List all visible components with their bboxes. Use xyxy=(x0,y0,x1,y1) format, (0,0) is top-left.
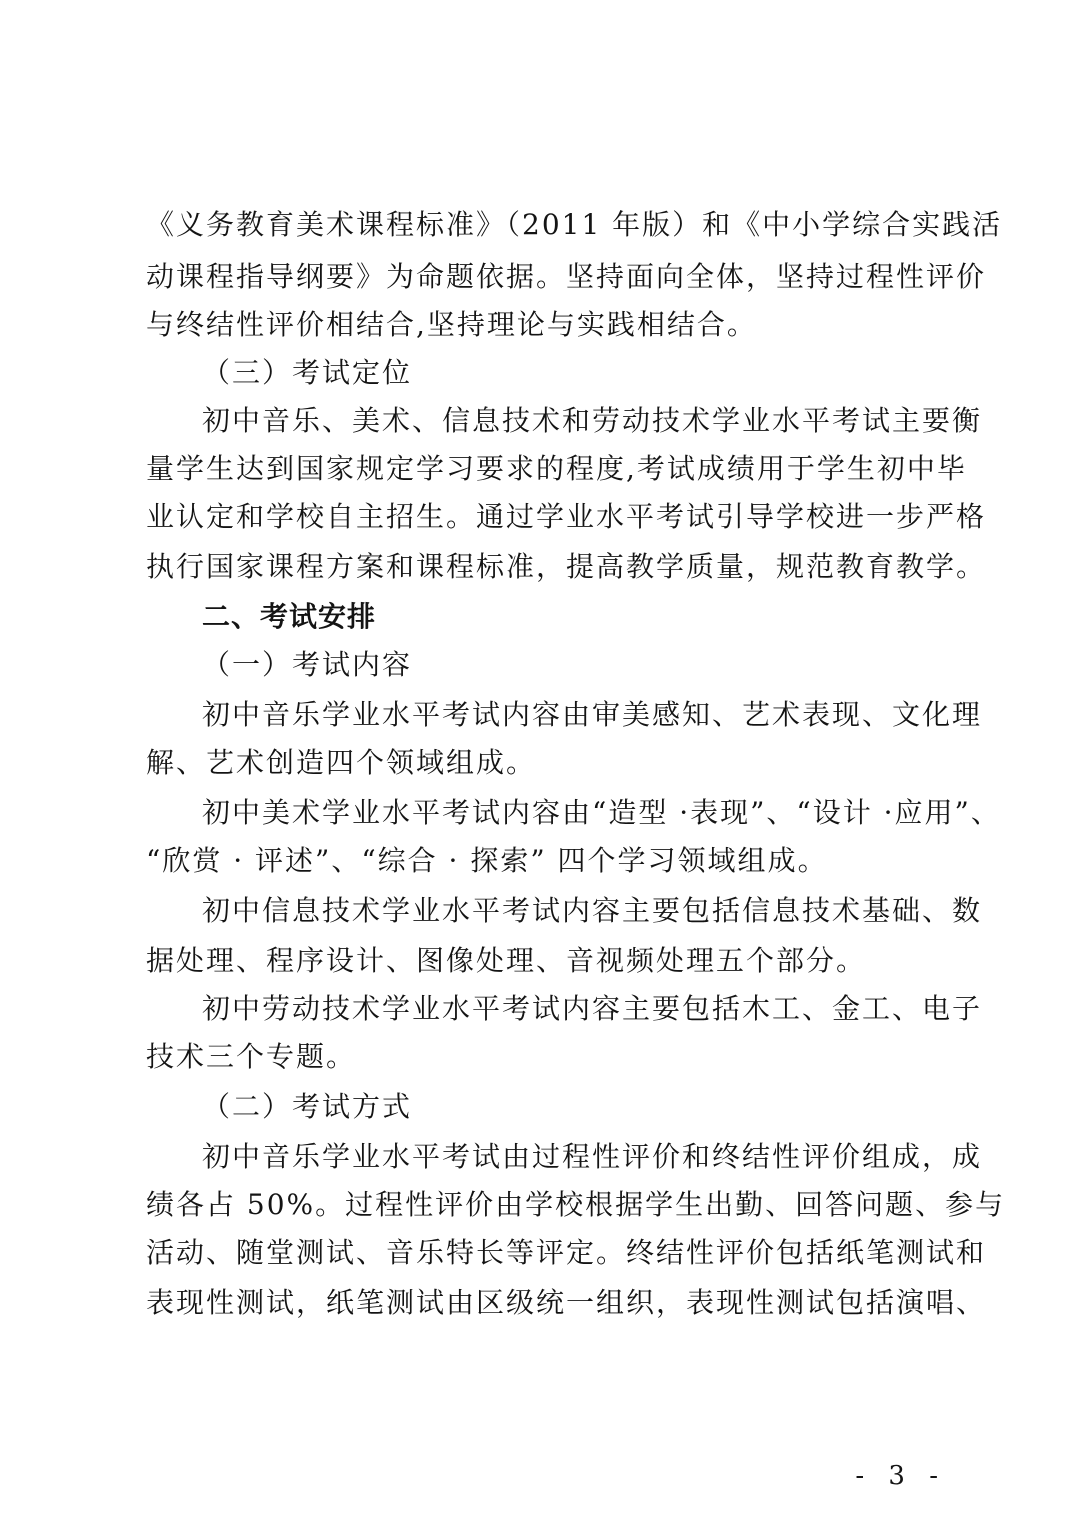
text-line-14: “欣赏 · 评述”、“综合 · 探索” 四个学习领域组成。 xyxy=(146,844,828,877)
text-line-13: 初中美术学业水平考试内容由“造型 ·表现”、“设计 ·应用”、 xyxy=(202,796,1001,829)
text-line-17: 初中劳动技术学业水平考试内容主要包括木工、金工、电子 xyxy=(202,992,983,1025)
section-heading-2: 二、考试安排 xyxy=(202,600,377,633)
subsection-heading-2: （二）考试方式 xyxy=(202,1090,413,1123)
page-number: - 3 - xyxy=(855,1461,946,1491)
text-line-11: 初中音乐学业水平考试内容由审美感知、艺术表现、文化理 xyxy=(202,698,983,731)
text-line-18: 技术三个专题。 xyxy=(146,1040,357,1073)
text-line-15: 初中信息技术学业水平考试内容主要包括信息技术基础、数 xyxy=(202,894,983,927)
text-line-5: 初中音乐、美术、信息技术和劳动技术学业水平考试主要衡 xyxy=(202,404,983,437)
subsection-heading-3: （三）考试定位 xyxy=(202,356,413,389)
text-line-12: 解、艺术创造四个领域组成。 xyxy=(146,746,537,779)
subsection-heading-1: （一）考试内容 xyxy=(202,648,413,681)
text-line-20: 初中音乐学业水平考试由过程性评价和终结性评价组成，成 xyxy=(202,1140,983,1173)
text-line-23: 表现性测试，纸笔测试由区级统一组织，表现性测试包括演唱、 xyxy=(146,1286,987,1319)
text-line-21: 绩各占 50%。过程性评价由学校根据学生出勤、回答问题、参与 xyxy=(146,1188,1006,1221)
text-line-16: 据处理、程序设计、图像处理、音视频处理五个部分。 xyxy=(146,944,867,977)
text-line-2: 动课程指导纲要》为命题依据。坚持面向全体，坚持过程性评价 xyxy=(146,260,987,293)
text-line-8: 执行国家课程方案和课程标准，提高教学质量，规范教育教学。 xyxy=(146,550,987,583)
text-line-1: 《义务教育美术课程标准》（2011 年版）和《中小学综合实践活 xyxy=(146,208,1003,241)
text-line-3: 与终结性评价相结合,坚持理论与实践相结合。 xyxy=(146,308,757,341)
text-line-22: 活动、随堂测试、音乐特长等评定。终结性评价包括纸笔测试和 xyxy=(146,1236,987,1269)
text-line-6: 量学生达到国家规定学习要求的程度,考试成绩用于学生初中毕 xyxy=(146,452,967,485)
text-line-7: 业认定和学校自主招生。通过学业水平考试引导学校进一步严格 xyxy=(146,500,987,533)
